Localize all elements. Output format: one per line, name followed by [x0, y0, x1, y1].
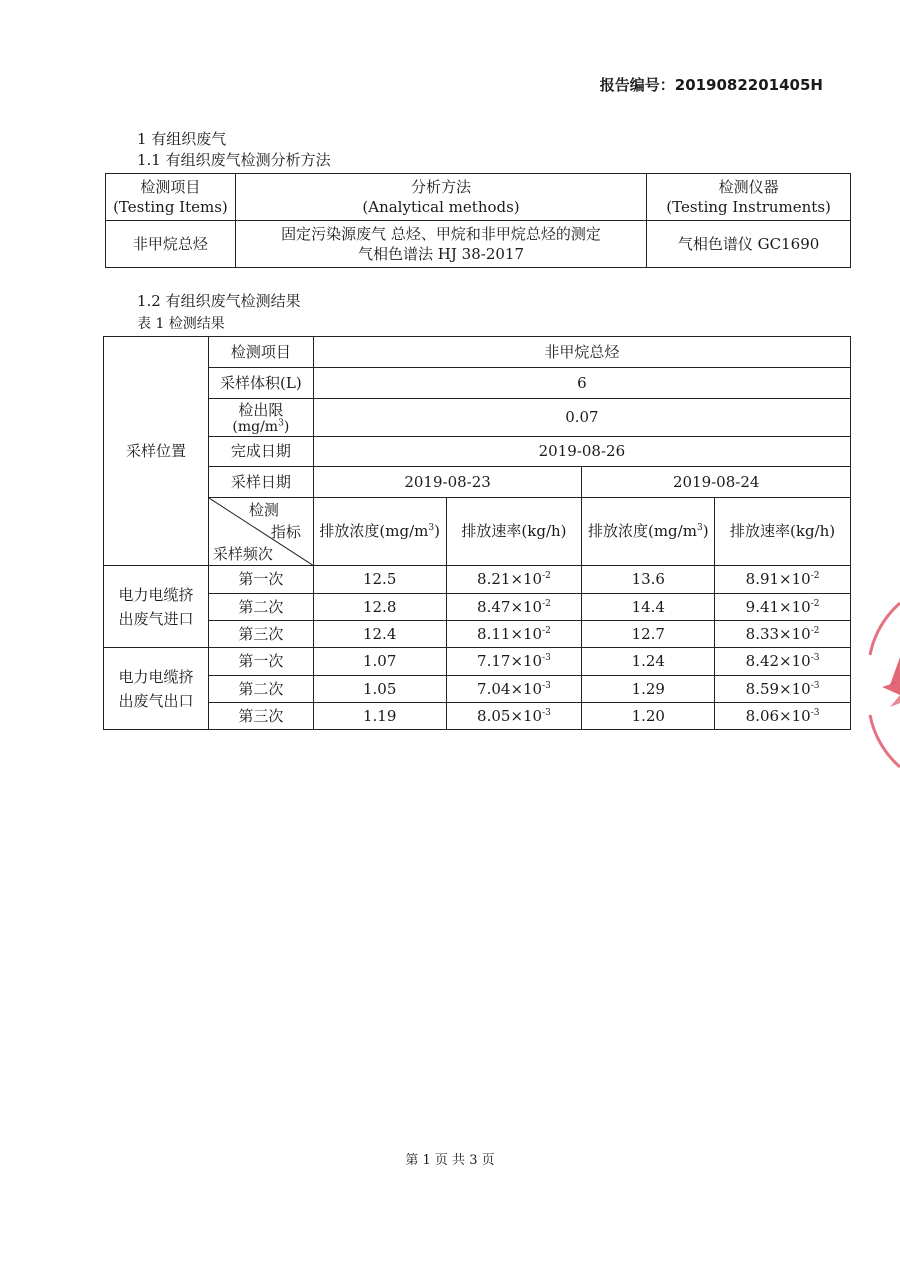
header-analytical-methods-en: (Analytical methods): [362, 198, 520, 216]
section-title-1-1: 1.1 有组织废气检测分析方法: [137, 151, 331, 169]
detection-limit-unit-sup: 3: [278, 418, 284, 429]
table-row: [104, 676, 851, 703]
method-table: [105, 173, 851, 268]
conc-cell: 1.20: [582, 703, 715, 730]
row-finish-date: [104, 437, 851, 467]
rate-mantissa: 8.33×10: [745, 624, 811, 643]
freq-cell: 第三次: [208, 621, 313, 648]
rate-cell: [446, 703, 582, 730]
table-row: [104, 621, 851, 648]
rate-mantissa: 7.17×10: [477, 652, 543, 671]
rate-cell: [715, 703, 851, 730]
method-description: [235, 221, 646, 268]
method-table-header-row: [106, 174, 851, 221]
rate-mantissa: 8.11×10: [477, 624, 543, 643]
row-item: [104, 337, 851, 368]
conc-header-text: 排放浓度(mg/m: [587, 522, 697, 541]
table-caption: 表 1 检测结果: [137, 316, 225, 332]
row-sampling-date: [104, 467, 851, 498]
diag-label-top: 检测: [248, 501, 279, 519]
conc-cell: 1.19: [313, 703, 446, 730]
diag-label-mid: 指标: [270, 523, 301, 541]
rate-cell: [715, 648, 851, 676]
detection-limit-label: [208, 399, 313, 437]
report-number: 报告编号：2019082201405H: [599, 76, 823, 94]
sampling-date-label: 采样日期: [208, 467, 313, 498]
table-row: [104, 594, 851, 621]
header-analytical-methods: [235, 174, 646, 221]
conc-cell: 14.4: [582, 594, 715, 621]
conc-cell: 12.7: [582, 621, 715, 648]
table-row: [104, 648, 851, 676]
conc-cell: 1.29: [582, 676, 715, 703]
rate-mantissa: 8.06×10: [745, 706, 811, 725]
rate-exponent: -2: [810, 571, 820, 582]
conc-header-end: ): [434, 522, 440, 541]
detection-limit-value: 0.07: [313, 399, 850, 437]
method-instrument: 气相色谱仪 GC1690: [647, 221, 851, 268]
method-item: 非甲烷总烃: [106, 221, 236, 268]
detection-limit-unit: [209, 420, 313, 435]
conc-header-end: ): [702, 522, 709, 541]
row-detection-limit: [104, 399, 851, 437]
volume-label: 采样体积(L): [208, 368, 313, 399]
detection-limit-label-cn: 检出限: [238, 400, 284, 419]
header-testing-instruments-cn: 检测仪器: [718, 177, 779, 196]
detection-limit-unit-end: ): [283, 418, 290, 435]
header-concentration-1: [313, 498, 446, 566]
freq-cell: 第一次: [208, 566, 313, 594]
rate-exponent: -3: [542, 653, 551, 664]
item-value: 非甲烷总烃: [313, 337, 850, 368]
rate-mantissa: 8.21×10: [477, 570, 543, 589]
header-concentration-2: [582, 498, 715, 566]
conc-header-text: 排放浓度(mg/m: [319, 522, 429, 541]
header-testing-instruments-en: (Testing Instruments): [666, 198, 831, 216]
header-testing-items: [106, 174, 236, 221]
header-testing-items-en: (Testing Items): [113, 198, 228, 216]
rate-mantissa: 8.42×10: [745, 652, 811, 671]
rate-exponent: -2: [542, 571, 551, 582]
location-outlet-text: 电力电缆挤出废气出口: [118, 667, 194, 710]
rate-cell: [446, 621, 582, 648]
volume-value: 6: [313, 368, 850, 399]
conc-header-sup: 3: [696, 523, 703, 534]
row-column-headers: [104, 498, 851, 566]
rate-exponent: -2: [810, 598, 820, 609]
method-line-1: 固定污染源废气 总烃、甲烷和非甲烷总烃的测定: [281, 224, 601, 243]
freq-cell: 第一次: [208, 648, 313, 676]
rate-exponent: -3: [810, 653, 820, 664]
method-line-2: 气相色谱法 HJ 38-2017: [358, 245, 524, 263]
rate-exponent: -3: [542, 680, 551, 691]
freq-cell: 第三次: [208, 703, 313, 730]
section-title-1: 1 有组织废气: [137, 130, 227, 148]
table-row: [104, 703, 851, 730]
finish-date-label: 完成日期: [208, 437, 313, 467]
rate-mantissa: 8.05×10: [477, 706, 543, 725]
conc-cell: 12.5: [313, 566, 446, 594]
rate-cell: [446, 566, 582, 594]
method-table-row: [106, 221, 851, 268]
seal-stamp-icon: [860, 595, 900, 775]
location-inlet-text: 电力电缆挤出废气进口: [118, 585, 194, 628]
rate-mantissa: 8.59×10: [745, 679, 811, 698]
detection-limit-unit-text: (mg/m: [232, 418, 279, 435]
header-testing-instruments: [647, 174, 851, 221]
finish-date-value: 2019-08-26: [313, 437, 850, 467]
conc-cell: 12.8: [313, 594, 446, 621]
rate-cell: [446, 676, 582, 703]
rate-mantissa: 8.91×10: [745, 570, 811, 589]
location-outlet: [104, 648, 209, 730]
rate-mantissa: 9.41×10: [745, 597, 811, 616]
rate-cell: [715, 676, 851, 703]
header-rate-1: 排放速率(kg/h): [446, 498, 582, 566]
rate-cell: [715, 594, 851, 621]
rate-exponent: -3: [810, 707, 820, 718]
conc-header-sup: 3: [428, 523, 435, 534]
results-table: [103, 336, 851, 730]
rate-cell: [446, 594, 582, 621]
rate-mantissa: 8.47×10: [477, 597, 543, 616]
rate-mantissa: 7.04×10: [477, 679, 543, 698]
sampling-date-2: 2019-08-24: [582, 467, 851, 498]
header-rate-2: 排放速率(kg/h): [715, 498, 851, 566]
rate-exponent: -3: [542, 707, 551, 718]
rate-cell: [715, 621, 851, 648]
page-footer: 第 1 页 共 3 页: [405, 1153, 495, 1168]
rate-exponent: -2: [810, 625, 820, 636]
rate-cell: [715, 566, 851, 594]
rate-cell: [446, 648, 582, 676]
freq-cell: 第二次: [208, 676, 313, 703]
diag-label-bottom: 采样频次: [212, 545, 273, 563]
conc-cell: 1.24: [582, 648, 715, 676]
row-volume: [104, 368, 851, 399]
sampling-location-label: 采样位置: [104, 337, 209, 566]
header-testing-items-cn: 检测项目: [140, 177, 201, 196]
conc-cell: 1.05: [313, 676, 446, 703]
table-row: [104, 566, 851, 594]
header-analytical-methods-cn: 分析方法: [411, 177, 472, 196]
rate-exponent: -3: [810, 680, 820, 691]
item-label: 检测项目: [208, 337, 313, 368]
sampling-date-1: 2019-08-23: [313, 467, 582, 498]
rate-exponent: -2: [542, 598, 551, 609]
diagonal-header-cell: [208, 498, 313, 566]
conc-cell: 13.6: [582, 566, 715, 594]
freq-cell: 第二次: [208, 594, 313, 621]
conc-cell: 12.4: [313, 621, 446, 648]
section-title-1-2: 1.2 有组织废气检测结果: [137, 292, 301, 310]
rate-exponent: -2: [542, 625, 551, 636]
conc-cell: 1.07: [313, 648, 446, 676]
location-inlet: [104, 566, 209, 648]
